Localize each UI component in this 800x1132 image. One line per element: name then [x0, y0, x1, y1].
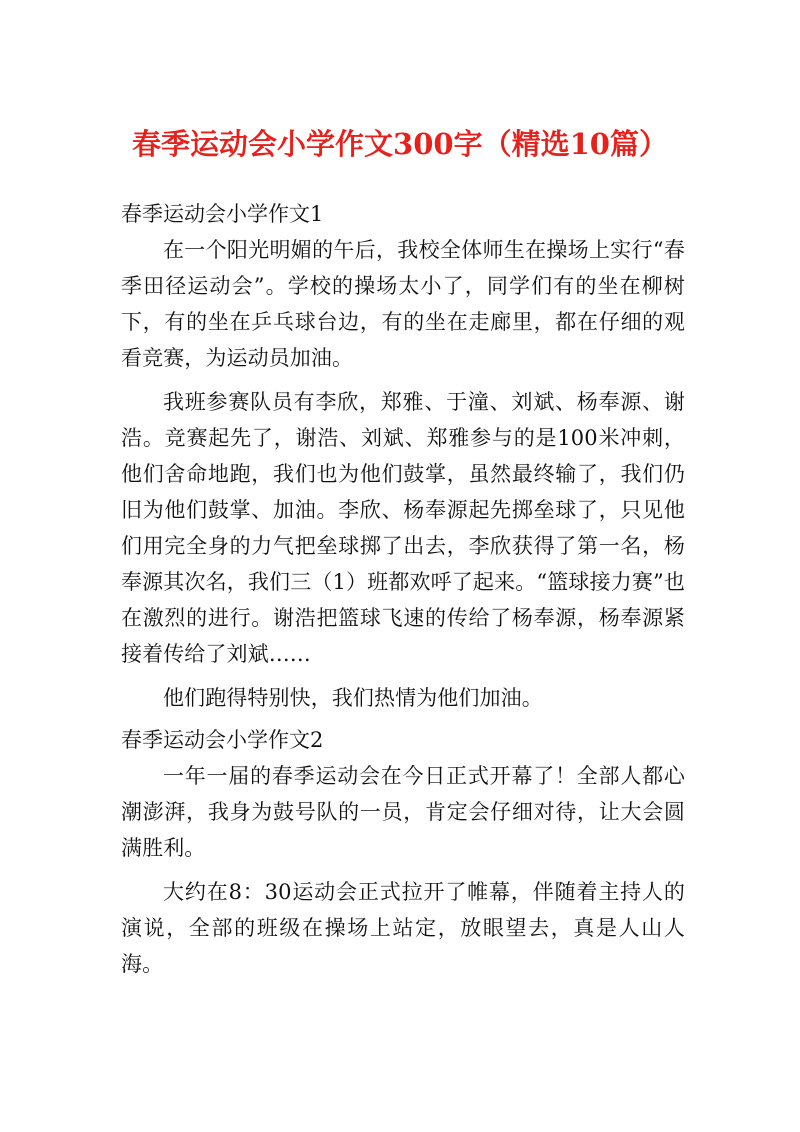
document-body — [121, 196, 685, 990]
paragraph: 我班参赛队员有李欣，郑雅、于潼、刘斌、杨奉源、谢浩。竞赛起先了，谢浩、刘斌、郑雅参与的是100米冲刺，他们舍命地跑，我们也为他们鼓掌，虽然最终输了，我们仍旧为他们鼓掌、加油。李欣、杨奉源起先掷垒球了，只见他们用完全身的力气把垒球掷了出去，李欣获得了第一名，杨奉源其次名，我们三（1）班都欢呼了起来。“篮球接力赛”也在激烈的进行。谢浩把篮球飞速的传给了杨奉源，杨奉源紧接着传给了刘斌…… — [121, 390, 685, 666]
essay-section-2 — [121, 722, 685, 982]
essay-heading: 春季运动会小学作文1 — [121, 202, 324, 226]
paragraph: 在一个阳光明媚的午后，我校全体师生在操场上实行“春季田径运动会”。学校的操场太小了，同学们有的坐在柳树下，有的坐在乒乓球台边，有的坐在走廊里，都在仔细的观看竞赛，为运动员加油。 — [121, 238, 685, 370]
paragraph: 他们跑得特别快，我们热情为他们加油。 — [163, 686, 543, 710]
essay-section-1 — [121, 196, 685, 716]
document-title: 春季运动会小学作文300字（精选10篇） — [132, 127, 668, 161]
paragraph: 大约在8：30运动会正式拉开了帷幕，伴随着主持人的演说，全部的班级在操场上站定，放眼望去，真是人山人海。 — [121, 880, 685, 976]
paragraph: 一年一届的春季运动会在今日正式开幕了！全部人都心潮澎湃，我身为鼓号队的一员，肯定会仔细对待，让大会圆满胜利。 — [121, 764, 685, 860]
essay-heading: 春季运动会小学作文2 — [121, 728, 324, 752]
